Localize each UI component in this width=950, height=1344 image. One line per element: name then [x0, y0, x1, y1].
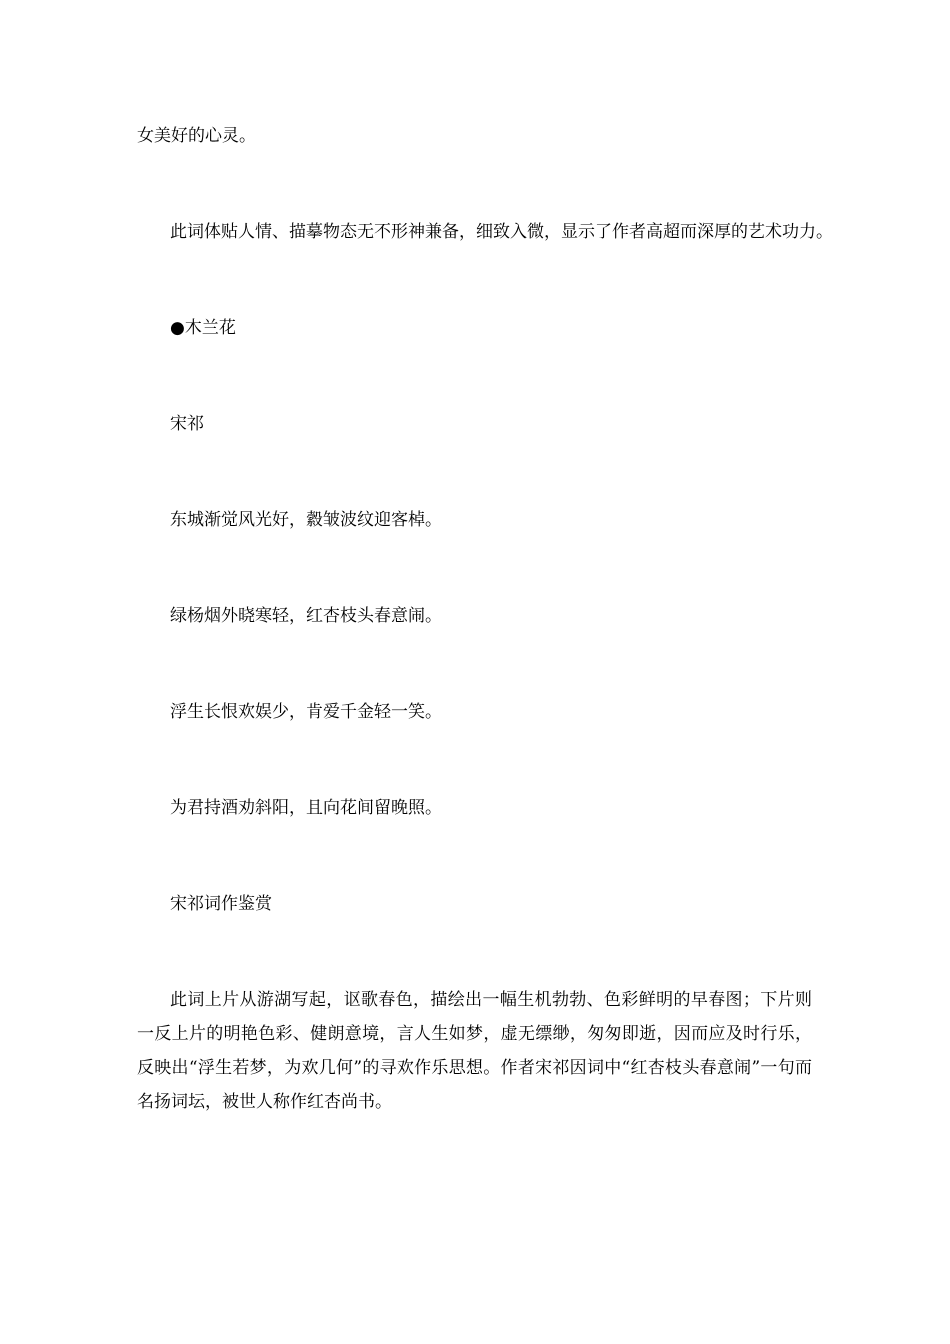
paragraph-1: 此词体贴人情、描摹物态无不形神兼备，细致入微，显示了作者高超而深厚的艺术功力。	[170, 222, 833, 242]
poem-line-1: 东城渐觉风光好，縠皱波纹迎客棹。	[170, 510, 442, 530]
poem-author: 宋祁	[170, 414, 204, 434]
poem-line-3: 浮生长恨欢娱少，肯爱千金轻一笑。	[170, 702, 442, 722]
continuation-line: 女美好的心灵。	[137, 126, 256, 146]
poem-line-4: 为君持酒劝斜阳，且向花间留晚照。	[170, 798, 442, 818]
poem-title: ●木兰花	[170, 318, 236, 338]
appreciation-body: 此词上片从游湖写起，讴歌春色，描绘出一幅生机勃勃、色彩鲜明的早春图；下片则一反上片的明艳色彩、健朗意境，言人生如梦，虚无缥缈，匆匆即逝，因而应及时行乐，反映出“浮生若梦，为欢几何”的寻欢作乐思想。作者宋祁因词中“红杏枝头春意闹”一句而名扬词坛，被世人称作红杏尚书。	[137, 990, 812, 1112]
poem-line-2: 绿杨烟外晓寒轻，红杏枝头春意闹。	[170, 606, 442, 626]
appreciation-heading: 宋祁词作鉴赏	[170, 894, 272, 914]
